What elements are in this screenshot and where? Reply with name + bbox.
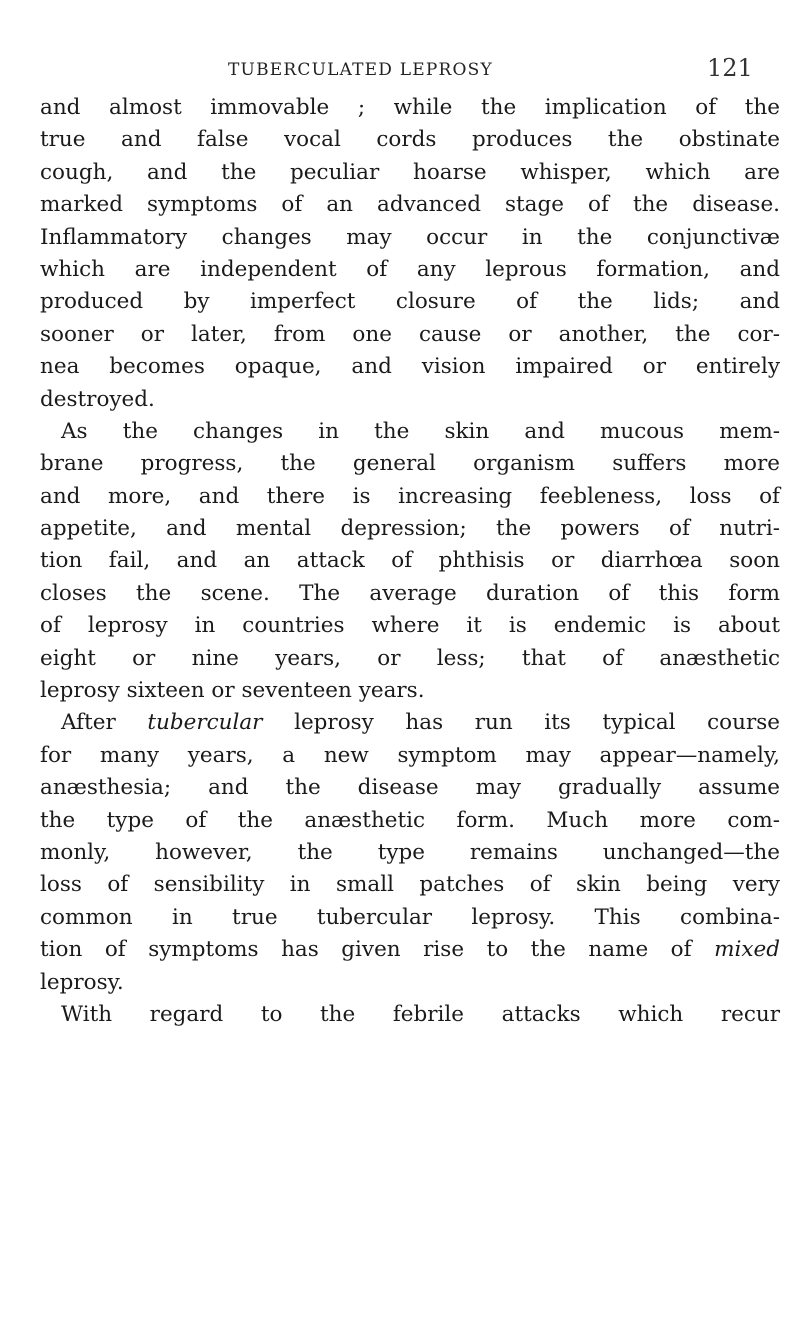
text-segment: tion of symptoms has given rise to the name of: [40, 937, 692, 963]
text-line: leprosy sixteen or seventeen years.: [40, 678, 425, 704]
text-line: produced by imperfect closure of the lids; and: [40, 289, 780, 315]
text-line: leprosy.: [40, 969, 124, 995]
text-line: appetite, and mental depression; the powers of nutri-: [40, 516, 780, 542]
text-line: destroyed.: [40, 386, 155, 412]
text-line: of leprosy in countries where it is endemic is about: [40, 613, 780, 639]
text-segment: leprosy has run its typical course: [294, 710, 780, 736]
text-line: which are independent of any leprous formation, and: [40, 256, 780, 282]
text-line: for many years, a new symptom may appear—namely,: [40, 742, 780, 768]
text-line: Inflammatory changes may occur in the conjunctivæ: [40, 224, 780, 250]
page-header: [0, 54, 801, 88]
paragraph-start-line: [40, 707, 780, 739]
text-line: cough, and the peculiar hoarse whisper, which are: [40, 159, 780, 185]
running-title: TUBERCULATED LEPROSY: [228, 60, 493, 80]
text-line: monly, however, the type remains unchanged—the: [40, 839, 780, 865]
paragraph-start-line: As the changes in the skin and mucous mem-: [61, 418, 780, 444]
text-line: sooner or later, from one cause or another, the cor-: [40, 321, 780, 347]
text-line: nea becomes opaque, and vision impaired or entirely: [40, 354, 780, 380]
body-text: [40, 92, 780, 1031]
text-line: anæsthesia; and the disease may gradually assume: [40, 775, 780, 801]
text-line: brane progress, the general organism suffers more: [40, 451, 780, 477]
italic-term: mixed: [714, 937, 780, 963]
text-line: and more, and there is increasing feebleness, loss of: [40, 483, 780, 509]
text-line: true and false vocal cords produces the obstinate: [40, 127, 780, 153]
text-line: the type of the anæsthetic form. Much more com-: [40, 807, 780, 833]
italic-term: tubercular: [147, 710, 263, 736]
text-line: closes the scene. The average duration of this form: [40, 580, 780, 606]
text-segment: After: [61, 710, 116, 736]
text-line: tion fail, and an attack of phthisis or diarrhœa soon: [40, 548, 780, 574]
text-line: loss of sensibility in small patches of skin being very: [40, 872, 780, 898]
text-line: [40, 934, 780, 966]
paragraph-start-line: With regard to the febrile attacks which recur: [61, 1001, 780, 1027]
page-number: 121: [707, 54, 753, 82]
text-line: marked symptoms of an advanced stage of the disease.: [40, 192, 780, 218]
text-line: common in true tubercular leprosy. This combina-: [40, 904, 780, 930]
text-line: eight or nine years, or less; that of anæsthetic: [40, 645, 780, 671]
text-line: and almost immovable ; while the implication of the: [40, 95, 780, 120]
